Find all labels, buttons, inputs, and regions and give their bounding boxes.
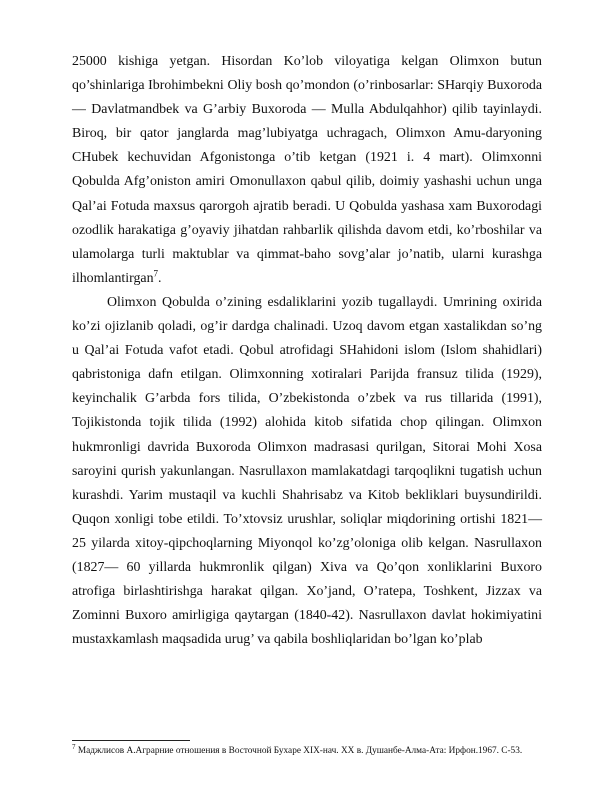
document-body <box>72 50 542 652</box>
footnote <box>72 744 542 759</box>
footnote-separator <box>72 740 190 741</box>
paragraph-1-text: 25000 kishiga yetgan. Hisordan Ko’lob viloyatiga kelgan Olimxon butun qo’shinlariga Ibrohimbekni Oliy bosh qo’mondon (o’rinbosarlar: SHarqiy Buxoroda — Davlatmandbek va G’arbiy Buxoroda — Mulla Abdulqahhor) qilib tayinlaydi. Biroq, bir qator janglarda mag’lubiyatga uchragach, Olimxon Amu-daryoning CHubek kechuvidan Afgonistonga o’tib ketgan (1921 i. 4 mart). Olimxonni Qobulda Afg’oniston amiri Omonullaxon qabul qilib, doimiy yashashi uchun unga Qal’ai Fotuda maxsus qarorgoh ajratib beradi. U Qobulda yashasa xam Buxorodagi ozodlik harakatiga g’oyaviy jihatdan rahbarlik qilishda davom etdi, ko’rboshilar va ulamolarga turli maktublar va qimmat-baho sovg’alar jo’natib, ularni kurashga ilhomlantirgan <box>72 54 542 286</box>
paragraph-1-tail: . <box>158 270 162 286</box>
footnote-text: Маджлисов А.Аграрние отношения в Восточной Бухаре XIX-нач. XX в. Душанбе-Алма-Ата: Ирфон.1967. С-53. <box>75 746 523 756</box>
footnote-mark: 7 <box>72 742 76 751</box>
paragraph-2 <box>72 291 542 652</box>
paragraph-2-text: Olimxon Qobulda o’zining esdaliklarini yozib tugallaydi. Umrining oxirida ko’zi ojizlanib qoladi, og’ir dardga chalinadi. Uzoq davom etgan xastalikdan so’ng u Qal’ai Fotuda vafot etadi. Qobul atrofidagi SHahidoni islom (Islom shahidlari) qabristoniga dafn etilgan. Olimxonning xotiralari Parijda fransuz tilida (1929), keyinchalik G’arbda fors tilida, O’zbekistonda o’zbek va rus tillarida (1991), Tojikistonda tojik tilida (1992) alohida kitob sifatida chop qilingan. Olimxon hukmronligi davrida Buxoroda Olimxon madrasasi qurilgan, Sitorai Mohi Xosa saroyini qurish yakunlangan. Nasrullaxon mamlakatdagi tarqoqlikni tugatish uchun kurashdi. Yarim mustaqil va kuchli Shahrisabz va Kitob bekliklari buysundirildi. Quqon xonligi tobe etildi. To’xtovsiz urushlar, soliqlar miqdorining ortishi 1821—25 yilarda xitoy-qipchoqlarning Miyonqol ko’zg’oloniga olib kelgan. Nasrullaxon (1827— 60 yillarda hukmronlik qilgan) Xiva va Qo’qon xonliklarini Buxoro atrofiga birlashtirishga harakat qilgan. Xo’jand, O’ratepa, Toshkent, Jizzax va Zominni Buxoro amirligiga qaytargan (1840-42). Nasrullaxon davlat hokimiyatini mustaxkamlash maqsadida urug’ va qabila boshliqlaridan bo’lgan ko’plab <box>72 294 542 648</box>
footnote-ref-7[interactable]: 7 <box>153 268 159 279</box>
paragraph-1 <box>72 50 542 291</box>
